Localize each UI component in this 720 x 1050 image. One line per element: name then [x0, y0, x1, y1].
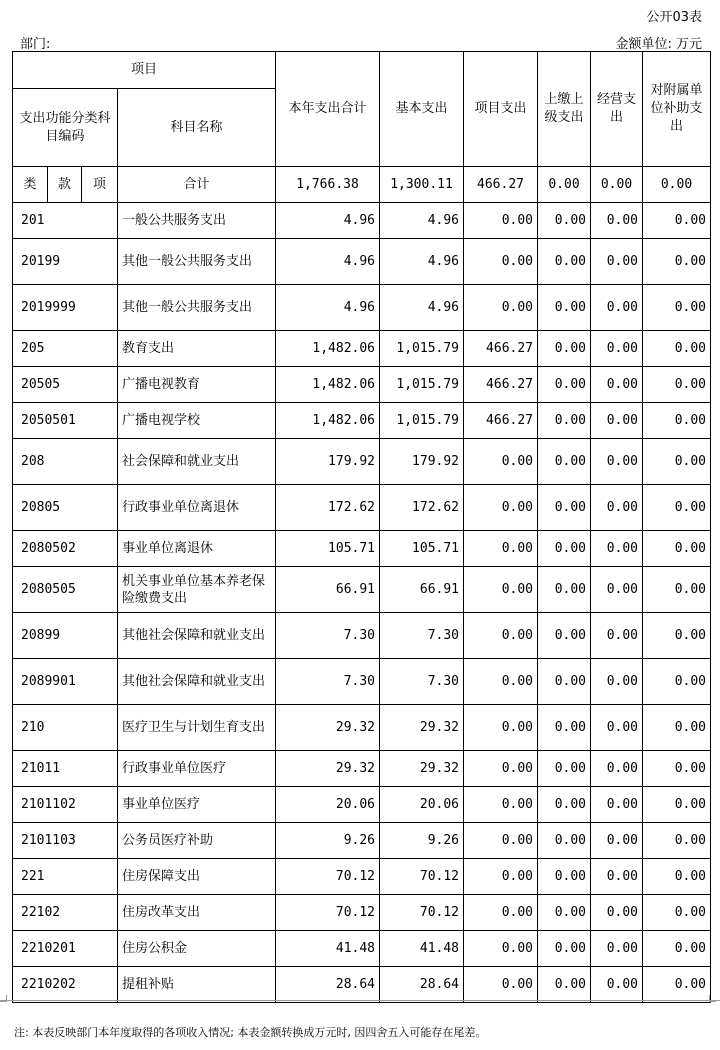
row-upper: 0.00 [538, 203, 591, 239]
row-total: 105.71 [276, 531, 380, 567]
upper-header: 上缴上级支出 [538, 52, 591, 167]
row-subject-name: 其他一般公共服务支出 [118, 239, 276, 285]
total-subsidy: 0.00 [643, 167, 711, 203]
row-basic: 1,015.79 [380, 367, 464, 403]
table-row [13, 613, 711, 659]
row-business: 0.00 [591, 705, 643, 751]
row-business: 0.00 [591, 751, 643, 787]
page-divider [0, 1000, 720, 1001]
row-subsidy: 0.00 [643, 367, 711, 403]
row-project: 466.27 [464, 331, 538, 367]
row-upper: 0.00 [538, 895, 591, 931]
table-row [13, 367, 711, 403]
row-code: 2050501 [13, 403, 118, 439]
table-row [13, 787, 711, 823]
row-code: 2080505 [13, 567, 118, 613]
table-row [13, 203, 711, 239]
row-code: 2080502 [13, 531, 118, 567]
basic-header: 基本支出 [380, 52, 464, 167]
row-business: 0.00 [591, 613, 643, 659]
row-subsidy: 0.00 [643, 203, 711, 239]
row-project: 0.00 [464, 787, 538, 823]
row-upper: 0.00 [538, 531, 591, 567]
row-basic: 66.91 [380, 567, 464, 613]
row-project: 0.00 [464, 567, 538, 613]
row-basic: 4.96 [380, 239, 464, 285]
row-subsidy: 0.00 [643, 751, 711, 787]
row-upper: 0.00 [538, 705, 591, 751]
row-code: 20899 [13, 613, 118, 659]
row-basic: 1,015.79 [380, 403, 464, 439]
table-row [13, 567, 711, 613]
row-basic: 7.30 [380, 659, 464, 705]
row-upper: 0.00 [538, 367, 591, 403]
project-header: 项目支出 [464, 52, 538, 167]
row-subject-name: 住房保障支出 [118, 859, 276, 895]
row-subject-name: 广播电视学校 [118, 403, 276, 439]
row-total: 1,482.06 [276, 331, 380, 367]
row-project: 0.00 [464, 659, 538, 705]
row-business: 0.00 [591, 859, 643, 895]
row-subsidy: 0.00 [643, 439, 711, 485]
row-total: 9.26 [276, 823, 380, 859]
table-body [13, 203, 711, 1003]
row-business: 0.00 [591, 967, 643, 1003]
row-upper: 0.00 [538, 285, 591, 331]
row-subject-name: 其他社会保障和就业支出 [118, 613, 276, 659]
row-subject-name: 其他社会保障和就业支出 [118, 659, 276, 705]
row-code: 2101102 [13, 787, 118, 823]
row-code: 2101103 [13, 823, 118, 859]
row-subject-name: 住房公积金 [118, 931, 276, 967]
row-project: 0.00 [464, 931, 538, 967]
row-subsidy: 0.00 [643, 567, 711, 613]
table-row [13, 239, 711, 285]
total-basic: 1,300.11 [380, 167, 464, 203]
row-code: 2210201 [13, 931, 118, 967]
row-project: 466.27 [464, 367, 538, 403]
row-subject-name: 机关事业单位基本养老保险缴费支出 [118, 567, 276, 613]
row-subsidy: 0.00 [643, 895, 711, 931]
row-upper: 0.00 [538, 859, 591, 895]
row-code: 20199 [13, 239, 118, 285]
table-row [13, 751, 711, 787]
row-upper: 0.00 [538, 751, 591, 787]
row-project: 0.00 [464, 531, 538, 567]
row-total: 1,482.06 [276, 367, 380, 403]
kuan-header: 款 [48, 167, 82, 203]
row-subsidy: 0.00 [643, 823, 711, 859]
row-basic: 4.96 [380, 285, 464, 331]
footer-note: 注: 本表反映部门本年度取得的各项收入情况; 本表金额转换成万元时, 因四舍五入可能存在尾差。 [14, 1026, 487, 1039]
table-row [13, 331, 711, 367]
row-total: 4.96 [276, 285, 380, 331]
row-total: 7.30 [276, 659, 380, 705]
table-row [13, 485, 711, 531]
row-project: 0.00 [464, 967, 538, 1003]
row-code: 2019999 [13, 285, 118, 331]
row-total: 4.96 [276, 203, 380, 239]
table-row [13, 967, 711, 1003]
row-upper: 0.00 [538, 931, 591, 967]
row-upper: 0.00 [538, 239, 591, 285]
row-project: 0.00 [464, 751, 538, 787]
row-subject-name: 事业单位离退休 [118, 531, 276, 567]
table-row [13, 931, 711, 967]
row-subsidy: 0.00 [643, 531, 711, 567]
row-subject-name: 公务员医疗补助 [118, 823, 276, 859]
row-total: 66.91 [276, 567, 380, 613]
total-label: 合计 [118, 167, 276, 203]
row-total: 4.96 [276, 239, 380, 285]
row-business: 0.00 [591, 931, 643, 967]
row-basic: 70.12 [380, 859, 464, 895]
table-row [13, 659, 711, 705]
func-code-header: 支出功能分类科目编码 [13, 89, 118, 167]
row-business: 0.00 [591, 403, 643, 439]
row-basic: 9.26 [380, 823, 464, 859]
row-upper: 0.00 [538, 331, 591, 367]
amount-unit-label: 金额单位: 万元 [615, 37, 702, 52]
row-upper: 0.00 [538, 613, 591, 659]
total-sum: 1,766.38 [276, 167, 380, 203]
row-project: 0.00 [464, 705, 538, 751]
row-upper: 0.00 [538, 787, 591, 823]
subject-name-header: 科目名称 [118, 89, 276, 167]
row-project: 0.00 [464, 613, 538, 659]
row-subject-name: 住房改革支出 [118, 895, 276, 931]
row-subject-name: 教育支出 [118, 331, 276, 367]
row-business: 0.00 [591, 823, 643, 859]
row-subsidy: 0.00 [643, 659, 711, 705]
xiang-header: 项 [82, 167, 118, 203]
row-code: 20805 [13, 485, 118, 531]
row-subsidy: 0.00 [643, 285, 711, 331]
table-row [13, 439, 711, 485]
row-basic: 172.62 [380, 485, 464, 531]
row-total: 70.12 [276, 895, 380, 931]
row-project: 0.00 [464, 239, 538, 285]
row-subsidy: 0.00 [643, 859, 711, 895]
row-subsidy: 0.00 [643, 403, 711, 439]
row-code: 201 [13, 203, 118, 239]
row-code: 20505 [13, 367, 118, 403]
row-total: 20.06 [276, 787, 380, 823]
row-code: 205 [13, 331, 118, 367]
row-subject-name: 事业单位医疗 [118, 787, 276, 823]
row-total: 41.48 [276, 931, 380, 967]
row-basic: 20.06 [380, 787, 464, 823]
row-total: 29.32 [276, 705, 380, 751]
subsidy-header: 对附属单位补助支出 [643, 52, 711, 167]
row-business: 0.00 [591, 485, 643, 531]
row-subsidy: 0.00 [643, 787, 711, 823]
total-upper: 0.00 [538, 167, 591, 203]
total-project: 466.27 [464, 167, 538, 203]
row-business: 0.00 [591, 203, 643, 239]
row-business: 0.00 [591, 439, 643, 485]
row-subject-name: 医疗卫生与计划生育支出 [118, 705, 276, 751]
row-basic: 7.30 [380, 613, 464, 659]
row-upper: 0.00 [538, 823, 591, 859]
business-header: 经营支出 [591, 52, 643, 167]
row-project: 0.00 [464, 485, 538, 531]
row-subject-name: 行政事业单位离退休 [118, 485, 276, 531]
row-total: 28.64 [276, 967, 380, 1003]
row-basic: 4.96 [380, 203, 464, 239]
row-subject-name: 行政事业单位医疗 [118, 751, 276, 787]
row-subject-name: 其他一般公共服务支出 [118, 285, 276, 331]
row-subsidy: 0.00 [643, 239, 711, 285]
table-row [13, 859, 711, 895]
row-project: 0.00 [464, 439, 538, 485]
row-business: 0.00 [591, 787, 643, 823]
total-header: 本年支出合计 [276, 52, 380, 167]
table-row [13, 705, 711, 751]
row-code: 208 [13, 439, 118, 485]
row-business: 0.00 [591, 895, 643, 931]
row-code: 210 [13, 705, 118, 751]
row-upper: 0.00 [538, 967, 591, 1003]
row-subsidy: 0.00 [643, 931, 711, 967]
lei-header: 类 [13, 167, 48, 203]
row-total: 29.32 [276, 751, 380, 787]
table-row [13, 531, 711, 567]
row-basic: 28.64 [380, 967, 464, 1003]
row-upper: 0.00 [538, 403, 591, 439]
row-code: 21011 [13, 751, 118, 787]
row-total: 172.62 [276, 485, 380, 531]
row-total: 179.92 [276, 439, 380, 485]
row-basic: 29.32 [380, 751, 464, 787]
item-header: 项目 [13, 52, 276, 89]
row-code: 221 [13, 859, 118, 895]
row-project: 0.00 [464, 895, 538, 931]
row-subject-name: 一般公共服务支出 [118, 203, 276, 239]
row-total: 1,482.06 [276, 403, 380, 439]
row-basic: 29.32 [380, 705, 464, 751]
row-business: 0.00 [591, 367, 643, 403]
total-row [13, 167, 711, 203]
row-basic: 70.12 [380, 895, 464, 931]
row-basic: 1,015.79 [380, 331, 464, 367]
row-upper: 0.00 [538, 659, 591, 705]
row-subsidy: 0.00 [643, 331, 711, 367]
row-code: 2089901 [13, 659, 118, 705]
row-upper: 0.00 [538, 567, 591, 613]
row-subsidy: 0.00 [643, 705, 711, 751]
expenditure-table [12, 51, 711, 1003]
table-row [13, 823, 711, 859]
row-code: 2210202 [13, 967, 118, 1003]
table-number: 公开03表 [646, 10, 702, 25]
row-project: 0.00 [464, 285, 538, 331]
row-subject-name: 提租补贴 [118, 967, 276, 1003]
row-project: 466.27 [464, 403, 538, 439]
row-subsidy: 0.00 [643, 613, 711, 659]
row-basic: 41.48 [380, 931, 464, 967]
row-project: 0.00 [464, 823, 538, 859]
row-business: 0.00 [591, 531, 643, 567]
row-business: 0.00 [591, 285, 643, 331]
row-subject-name: 广播电视教育 [118, 367, 276, 403]
total-business: 0.00 [591, 167, 643, 203]
row-upper: 0.00 [538, 439, 591, 485]
row-business: 0.00 [591, 331, 643, 367]
row-business: 0.00 [591, 659, 643, 705]
row-subject-name: 社会保障和就业支出 [118, 439, 276, 485]
row-project: 0.00 [464, 859, 538, 895]
row-code: 22102 [13, 895, 118, 931]
table-row [13, 403, 711, 439]
row-project: 0.00 [464, 203, 538, 239]
row-total: 70.12 [276, 859, 380, 895]
table-row [13, 895, 711, 931]
row-subsidy: 0.00 [643, 485, 711, 531]
row-upper: 0.00 [538, 485, 591, 531]
row-business: 0.00 [591, 239, 643, 285]
table-row [13, 285, 711, 331]
row-subsidy: 0.00 [643, 967, 711, 1003]
department-label: 部门: [20, 37, 51, 52]
row-basic: 179.92 [380, 439, 464, 485]
row-business: 0.00 [591, 567, 643, 613]
row-basic: 105.71 [380, 531, 464, 567]
row-total: 7.30 [276, 613, 380, 659]
